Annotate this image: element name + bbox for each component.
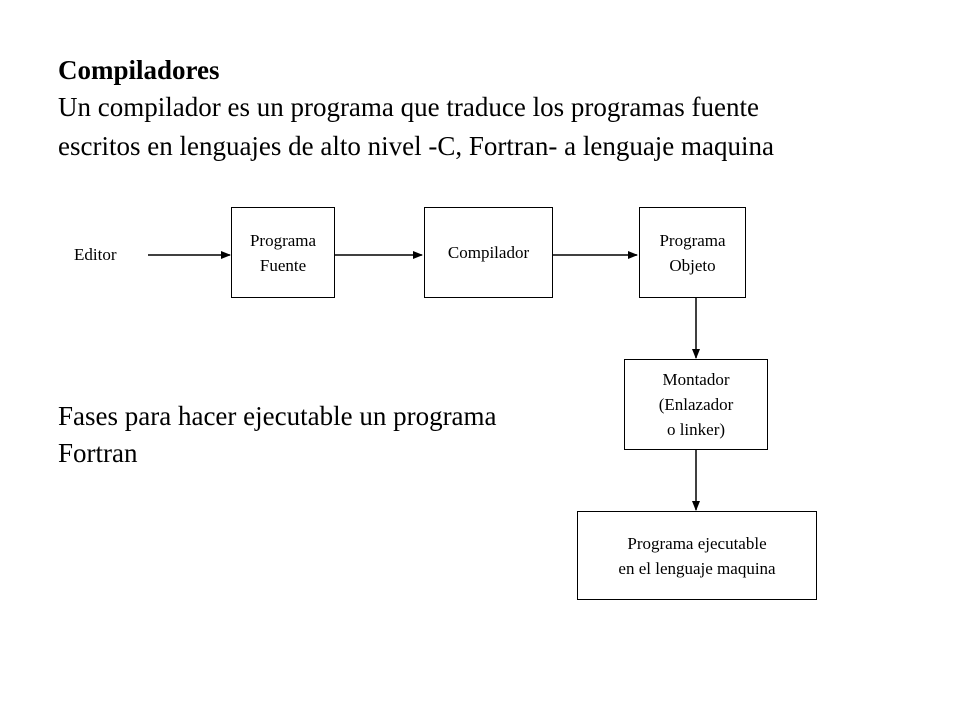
compiler-box-line-1: Compilador <box>447 243 530 262</box>
editor-label: Editor <box>74 245 117 264</box>
linker-box-line-1: Montador <box>662 370 730 389</box>
source-program-box <box>231 207 335 298</box>
phases-caption-line-1: Fases para hacer ejecutable un programa <box>58 401 497 431</box>
compiler-box <box>424 207 553 298</box>
intro-line-1: Un compilador es un programa que traduce los programas fuente <box>58 92 760 122</box>
source-box-line-1: Programa <box>249 230 317 250</box>
object-program-box <box>639 207 746 298</box>
phases-caption <box>58 398 497 472</box>
linker-box-line-2: (Enlazador <box>658 395 734 414</box>
object-box-line-2: Objeto <box>669 255 716 275</box>
page-title: Compiladores <box>58 55 220 85</box>
linker-box <box>624 359 768 450</box>
executable-box-line-2: en el lenguaje maquina <box>618 558 776 578</box>
executable-box-line-1: Programa ejecutable <box>627 533 767 553</box>
phases-caption-line-2: Fortran <box>58 438 138 468</box>
linker-box-line-3: o linker) <box>666 420 726 439</box>
intro-paragraph <box>58 88 774 166</box>
source-box-line-2: Fuente <box>259 255 307 275</box>
executable-program-box <box>577 511 817 600</box>
intro-line-2: escritos en lenguajes de alto nivel -C, Fortran- a lenguaje maquina <box>58 131 775 161</box>
object-box-line-1: Programa <box>659 230 726 250</box>
